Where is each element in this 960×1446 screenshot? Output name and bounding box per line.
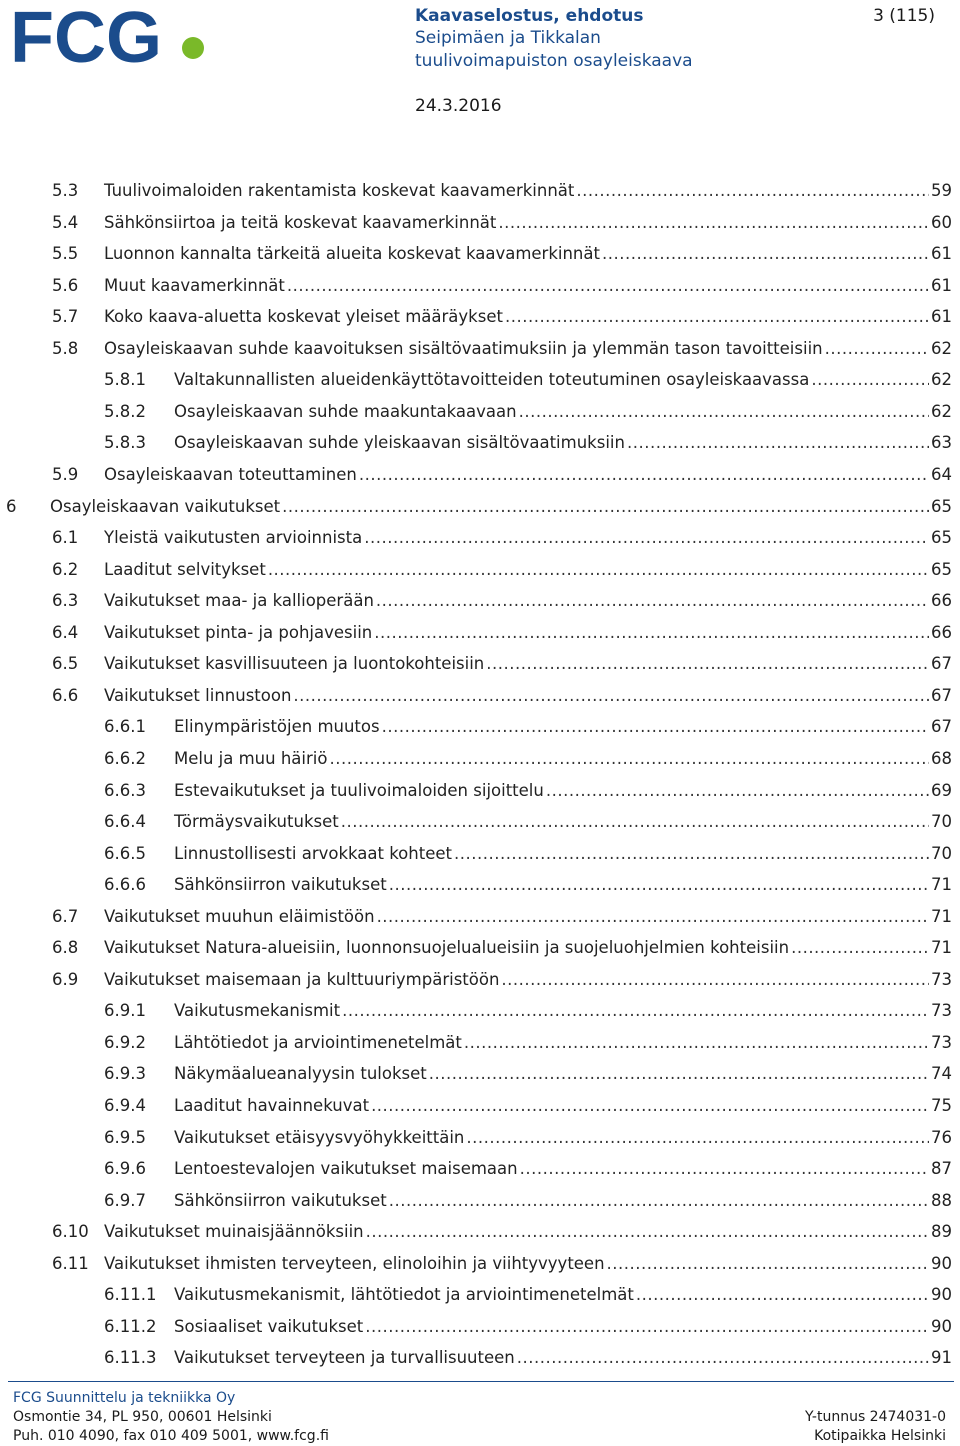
toc-entry-page: 68 (931, 748, 952, 768)
toc-entry-page: 65 (931, 559, 952, 579)
toc-entry-number: 6.2 (52, 559, 79, 579)
toc-entry-title: Törmäysvaikutukset (174, 812, 339, 831)
toc-entry-line (174, 1096, 952, 1115)
toc-entry-number: 5.6 (52, 275, 79, 295)
toc-entry-title: Vaikutukset Natura-alueisiin, luonnonsuojelualueisiin ja suojeluohjelmien kohteisiin (104, 938, 790, 958)
project-name-line1: Seipimäen ja Tikkalan (415, 28, 601, 48)
toc-entry-page: 70 (931, 843, 952, 863)
toc-dot-leader (519, 402, 929, 421)
toc-entry-title: Tuulivoimaloiden rakentamista koskevat kaavamerkinnät (104, 181, 575, 200)
toc-entry[interactable] (0, 1124, 960, 1152)
toc-entry[interactable] (0, 840, 960, 868)
toc-entry[interactable] (0, 682, 960, 710)
toc-entry-line (104, 465, 952, 484)
toc-entry-line (104, 938, 952, 957)
toc-entry[interactable] (0, 1029, 960, 1057)
toc-entry-page: 66 (931, 591, 952, 611)
toc-entry-number: 5.4 (52, 212, 79, 232)
toc-entry-title: Vaikutukset muinaisjäännöksiin (104, 1222, 364, 1242)
toc-entry-title: Sosiaaliset vaikutukset (174, 1316, 364, 1336)
toc-entry-number: 5.5 (52, 244, 79, 264)
toc-entry-page: 69 (931, 780, 952, 800)
toc-entry[interactable] (0, 1313, 960, 1341)
toc-dot-leader (329, 749, 929, 768)
project-name-line2: tuulivoimapuiston osayleiskaava (415, 51, 693, 71)
toc-entry-page: 62 (931, 370, 952, 390)
toc-entry-page: 73 (931, 1001, 952, 1021)
toc-entry-line (174, 812, 952, 831)
toc-entry-page: 67 (931, 717, 952, 737)
toc-entry-page: 67 (931, 654, 952, 674)
toc-dot-leader (366, 1222, 929, 1241)
toc-dot-leader (371, 1096, 929, 1115)
toc-entry[interactable] (0, 1187, 960, 1215)
toc-entry-page: 59 (931, 181, 952, 200)
toc-entry-title: Näkymäalueanalyysin tulokset (174, 1064, 427, 1084)
toc-entry-number: 6.9.4 (104, 1096, 146, 1115)
toc-entry[interactable] (0, 524, 960, 552)
toc-entry[interactable] (0, 745, 960, 773)
toc-entry[interactable] (0, 1281, 960, 1309)
toc-entry-title: Sähkönsiirtoa ja teitä koskevat kaavamerkinnät (104, 212, 497, 232)
fcg-logo-graphic (10, 2, 210, 72)
toc-dot-leader (389, 875, 929, 894)
toc-entry-line (104, 1254, 952, 1273)
toc-entry-line (174, 1128, 952, 1147)
toc-entry-number: 6.8 (52, 938, 79, 958)
toc-entry-page: 61 (931, 275, 952, 295)
toc-entry-line (104, 686, 952, 705)
toc-entry[interactable] (0, 808, 960, 836)
toc-entry-number: 6.6 (52, 685, 79, 705)
toc-entry-line (104, 907, 952, 926)
logo-text: FCG (10, 2, 162, 72)
toc-dot-leader (520, 1159, 929, 1178)
toc-entry-line (104, 307, 952, 326)
toc-entry[interactable] (0, 493, 960, 521)
toc-entry-title: Koko kaava-aluetta koskevat yleiset määräykset (104, 307, 503, 327)
toc-entry-line (174, 749, 952, 768)
toc-entry-page: 65 (931, 496, 952, 516)
toc-dot-leader (359, 465, 929, 484)
toc-entry-line (174, 433, 952, 452)
toc-entry-line (174, 1159, 952, 1178)
toc-dot-leader (466, 1128, 929, 1147)
footer-domicile: Kotipaikka Helsinki (814, 1428, 946, 1444)
toc-entry-number: 5.9 (52, 464, 79, 484)
toc-entry-page: 73 (931, 969, 952, 989)
toc-entry[interactable] (0, 619, 960, 647)
toc-dot-leader (382, 717, 929, 736)
toc-entry[interactable] (0, 966, 960, 994)
toc-entry[interactable] (0, 556, 960, 584)
toc-entry-title: Vaikutukset pinta- ja pohjavesiin (104, 622, 373, 642)
toc-entry-line (50, 497, 952, 516)
toc-entry[interactable] (0, 1155, 960, 1183)
toc-entry-page: 90 (931, 1316, 952, 1336)
toc-entry-title: Muut kaavamerkinnät (104, 275, 285, 295)
toc-entry[interactable] (0, 1250, 960, 1278)
toc-entry-line (104, 970, 952, 989)
toc-entry-title: Vaikutukset maa- ja kallioperään (104, 591, 374, 611)
toc-entry-page: 60 (931, 212, 952, 232)
toc-entry-line (104, 213, 952, 232)
toc-entry-page: 89 (931, 1222, 952, 1242)
toc-entry-page: 75 (931, 1096, 952, 1115)
logo-dot (182, 37, 204, 59)
toc-entry-number: 6.6.5 (104, 843, 146, 863)
toc-entry[interactable] (0, 587, 960, 615)
toc-dot-leader (342, 1001, 929, 1020)
footer-contact: Puh. 010 4090, fax 010 409 5001, www.fcg.fi (13, 1428, 329, 1444)
toc-entry-line (104, 654, 952, 673)
toc-dot-leader (825, 339, 929, 358)
toc-entry-title: Vaikutusmekanismit, lähtötiedot ja arviointimenetelmät (174, 1285, 634, 1305)
toc-entry-page: 64 (931, 464, 952, 484)
toc-entry-line (104, 276, 952, 295)
toc-dot-leader (627, 433, 929, 452)
fcg-logo (10, 2, 210, 72)
toc-entry[interactable] (0, 366, 960, 394)
toc-entry[interactable] (0, 871, 960, 899)
toc-entry-line (174, 1285, 952, 1304)
toc-entry-number: 6.6.2 (104, 748, 146, 768)
toc-entry-number: 6.1 (52, 528, 79, 547)
toc-entry[interactable] (0, 303, 960, 331)
toc-entry-number: 6.6.4 (104, 812, 146, 831)
toc-entry-title: Vaikutukset ihmisten terveyteen, elinoloihin ja viihtyvyyteen (104, 1253, 605, 1273)
toc-entry-line (104, 528, 952, 547)
toc-entry-title: Estevaikutukset ja tuulivoimaloiden sijoittelu (174, 780, 544, 800)
toc-entry[interactable] (0, 209, 960, 237)
toc-entry[interactable] (0, 1060, 960, 1088)
toc-entry-number: 6.7 (52, 906, 79, 926)
page-number: 3 (115) (873, 6, 935, 26)
toc-entry-page: 71 (931, 906, 952, 926)
toc-entry-title: Laaditut havainnekuvat (174, 1096, 370, 1115)
toc-dot-leader (546, 781, 929, 800)
toc-entry-number: 6.11.3 (104, 1348, 157, 1368)
toc-dot-leader (282, 497, 929, 516)
toc-entry-number: 6.9.1 (104, 1001, 146, 1021)
toc-entry[interactable] (0, 272, 960, 300)
toc-entry-line (174, 1001, 952, 1020)
toc-dot-leader (607, 1254, 929, 1273)
toc-entry-title: Vaikutukset linnustoon (104, 685, 292, 705)
toc-dot-leader (791, 938, 929, 957)
toc-entry-line (174, 717, 952, 736)
footer-business-id: Y-tunnus 2474031-0 (805, 1409, 946, 1425)
toc-entry-line (104, 181, 952, 200)
toc-entry-number: 5.3 (52, 181, 79, 200)
toc-entry-page: 63 (931, 433, 952, 453)
toc-dot-leader (374, 623, 929, 642)
toc-entry-title: Vaikutukset maisemaan ja kulttuuriympäristöön (104, 969, 500, 989)
toc-entry[interactable] (0, 1218, 960, 1246)
toc-entry[interactable] (0, 177, 960, 205)
toc-entry[interactable] (0, 335, 960, 363)
toc-entry-page: 67 (931, 685, 952, 705)
toc-entry-line (104, 591, 952, 610)
toc-entry[interactable] (0, 777, 960, 805)
toc-entry[interactable] (0, 903, 960, 931)
toc-entry-title: Valtakunnallisten alueidenkäyttötavoitteiden toteutuminen osayleiskaavassa (174, 370, 810, 390)
toc-entry-page: 90 (931, 1253, 952, 1273)
toc-dot-leader (287, 276, 929, 295)
toc-entry-line (174, 1064, 952, 1083)
toc-entry[interactable] (0, 934, 960, 962)
toc-entry-title: Vaikutukset muuhun eläimistöön (104, 906, 375, 926)
toc-entry[interactable] (0, 997, 960, 1025)
toc-entry-title: Melu ja muu häiriö (174, 748, 328, 768)
toc-dot-leader (486, 654, 929, 673)
document-date: 24.3.2016 (415, 96, 502, 116)
toc-entry-line (174, 1033, 952, 1052)
toc-dot-leader (341, 812, 929, 831)
toc-entry-number: 6.9.5 (104, 1127, 146, 1147)
toc-entry-number: 6.11 (52, 1253, 89, 1273)
toc-entry-title: Vaikutukset terveyteen ja turvallisuuteen (174, 1348, 515, 1368)
toc-entry-page: 61 (931, 307, 952, 327)
toc-dot-leader (501, 970, 929, 989)
toc-entry-line (174, 1348, 952, 1367)
toc-entry-title: Vaikutukset etäisyysvyöhykkeittäin (174, 1127, 465, 1147)
toc-entry-title: Elinympäristöjen muutos (174, 717, 380, 737)
toc-entry-page: 71 (931, 938, 952, 958)
toc-entry-page: 87 (931, 1159, 952, 1179)
toc-entry-number: 6.9.7 (104, 1190, 146, 1210)
toc-dot-leader (602, 244, 929, 263)
toc-entry-page: 74 (931, 1064, 952, 1084)
toc-entry-title: Lähtötiedot ja arviointimenetelmät (174, 1032, 462, 1052)
toc-dot-leader (365, 1317, 929, 1336)
toc-entry-page: 73 (931, 1032, 952, 1052)
toc-entry-line (174, 875, 952, 894)
toc-dot-leader (268, 560, 929, 579)
toc-entry-number: 6.6.6 (104, 875, 146, 895)
toc-entry-line (104, 560, 952, 579)
toc-dot-leader (454, 844, 929, 863)
toc-entry[interactable] (0, 398, 960, 426)
toc-entry-number: 6.11.2 (104, 1316, 157, 1336)
toc-dot-leader (636, 1285, 929, 1304)
toc-entry-title: Sähkönsiirron vaikutukset (174, 875, 387, 895)
toc-dot-leader (377, 907, 929, 926)
toc-entry-number: 6.3 (52, 591, 79, 611)
toc-entry-number: 5.8.3 (104, 433, 146, 453)
toc-entry-number: 5.8 (52, 338, 79, 358)
toc-entry[interactable] (0, 461, 960, 489)
toc-entry[interactable] (0, 1092, 960, 1120)
toc-dot-leader (364, 528, 929, 547)
toc-entry-number: 6.6.1 (104, 717, 146, 737)
toc-dot-leader (376, 591, 929, 610)
toc-entry-number: 6.9.2 (104, 1032, 146, 1052)
toc-entry-line (174, 370, 952, 389)
toc-dot-leader (505, 307, 929, 326)
toc-entry-page: 91 (931, 1348, 952, 1368)
toc-entry-number: 6.6.3 (104, 780, 146, 800)
toc-dot-leader (429, 1064, 929, 1083)
toc-entry-title: Luonnon kannalta tärkeitä alueita koskevat kaavamerkinnät (104, 244, 600, 264)
document-title: Kaavaselostus, ehdotus (415, 6, 644, 26)
toc-entry-number: 5.8.1 (104, 370, 146, 390)
toc-entry-number: 6 (6, 496, 17, 516)
toc-entry-line (104, 1222, 952, 1241)
toc-entry-line (174, 1317, 952, 1336)
toc-entry-title: Vaikutukset kasvillisuuteen ja luontokohteisiin (104, 654, 485, 674)
toc-entry[interactable] (0, 713, 960, 741)
toc-entry-page: 61 (931, 244, 952, 264)
toc-entry-line (174, 402, 952, 421)
toc-entry[interactable] (0, 1344, 960, 1372)
toc-entry-page: 88 (931, 1190, 952, 1210)
toc-entry-line (104, 339, 952, 358)
toc-entry-page: 66 (931, 622, 952, 642)
toc-entry-line (174, 781, 952, 800)
toc-entry-title: Osayleiskaavan toteuttaminen (104, 464, 357, 484)
toc-dot-leader (576, 181, 929, 200)
toc-entry-title: Osayleiskaavan suhde yleiskaavan sisältövaatimuksiin (174, 433, 625, 453)
toc-dot-leader (389, 1191, 929, 1210)
toc-dot-leader (517, 1348, 929, 1367)
toc-entry-title: Osayleiskaavan vaikutukset (50, 496, 281, 516)
toc-entry-number: 6.9.3 (104, 1064, 146, 1084)
toc-entry-line (174, 844, 952, 863)
toc-entry-title: Laaditut selvitykset (104, 559, 266, 579)
toc-entry-line (104, 244, 952, 263)
toc-entry-page: 76 (931, 1127, 952, 1147)
toc-entry[interactable] (0, 429, 960, 457)
footer-divider (8, 1381, 954, 1382)
toc-entry[interactable] (0, 650, 960, 678)
toc-dot-leader (811, 370, 929, 389)
toc-entry-title: Sähkönsiirron vaikutukset (174, 1190, 387, 1210)
toc-entry-title: Lentoestevalojen vaikutukset maisemaan (174, 1159, 518, 1179)
toc-entry-title: Osayleiskaavan suhde kaavoituksen sisältövaatimuksiin ja ylemmän tason tavoitteisiin (104, 338, 823, 358)
toc-entry-page: 71 (931, 875, 952, 895)
toc-entry-title: Osayleiskaavan suhde maakuntakaavaan (174, 401, 517, 421)
toc-entry-line (104, 623, 952, 642)
footer-company: FCG Suunnittelu ja tekniikka Oy (13, 1390, 236, 1406)
toc-entry-number: 5.8.2 (104, 401, 146, 421)
toc-entry-number: 6.4 (52, 622, 79, 642)
toc-entry[interactable] (0, 240, 960, 268)
toc-entry-number: 6.10 (52, 1222, 89, 1242)
toc-entry-number: 6.11.1 (104, 1285, 157, 1305)
toc-entry-title: Linnustollisesti arvokkaat kohteet (174, 843, 452, 863)
toc-entry-page: 62 (931, 401, 952, 421)
toc-dot-leader (498, 213, 929, 232)
footer-address: Osmontie 34, PL 950, 00601 Helsinki (13, 1409, 272, 1425)
toc-entry-number: 6.9 (52, 969, 79, 989)
toc-entry-page: 70 (931, 812, 952, 831)
toc-entry-page: 90 (931, 1285, 952, 1305)
toc-dot-leader (464, 1033, 929, 1052)
toc-entry-title: Yleistä vaikutusten arvioinnista (104, 528, 363, 547)
toc-entry-number: 6.9.6 (104, 1159, 146, 1179)
toc-entry-number: 5.7 (52, 307, 79, 327)
toc-entry-number: 6.5 (52, 654, 79, 674)
toc-dot-leader (293, 686, 929, 705)
toc-entry-page: 65 (931, 528, 952, 547)
toc-entry-line (174, 1191, 952, 1210)
toc-entry-page: 62 (931, 338, 952, 358)
toc-entry-title: Vaikutusmekanismit (174, 1001, 341, 1021)
